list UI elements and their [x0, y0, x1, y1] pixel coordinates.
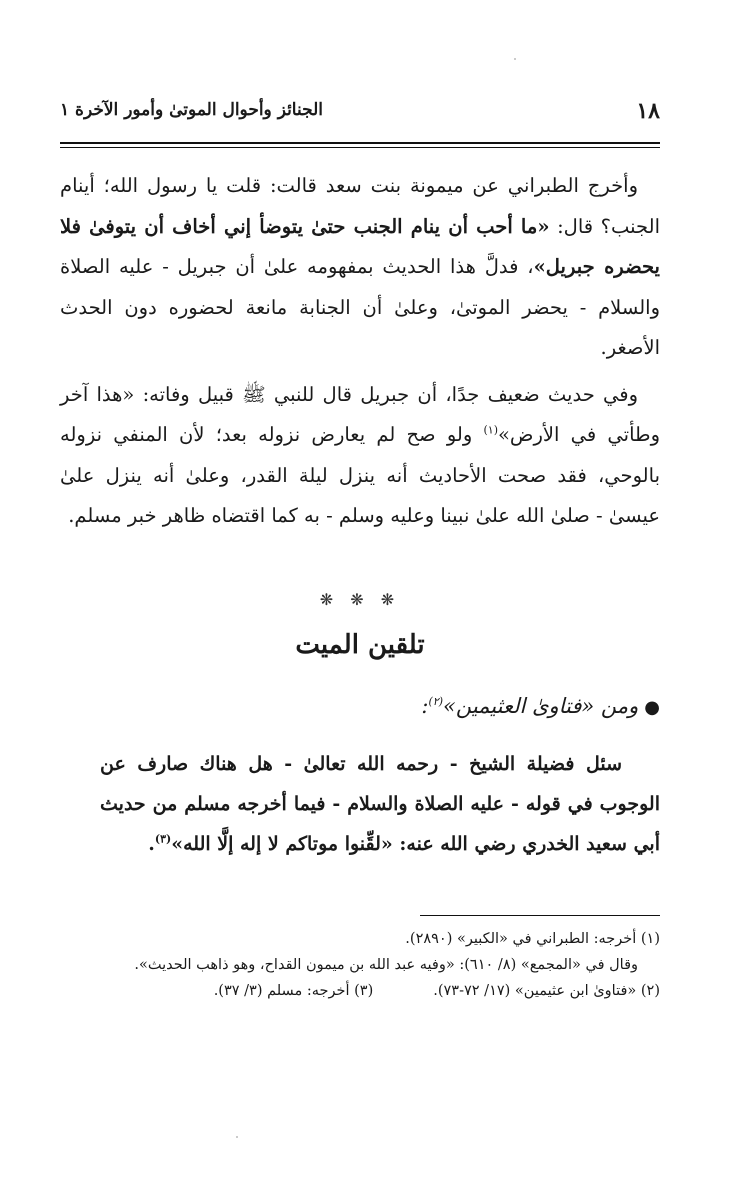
scan-speck [236, 1136, 238, 1138]
footnote-1: (١) أخرجه: الطبراني في «الكبير» (٢٨٩٠). [405, 931, 660, 947]
question-text: سئل فضيلة الشيخ - رحمه الله تعالىٰ - هل هناك صارف عن الوجوب في قوله - عليه الصلاة والسلام - فيما أخرجه مسلم من حديث أبي سعيد الخدري رضي الله عنه: «لقِّنوا موتاكم لا إله إلَّا الله» [100, 753, 660, 855]
paragraph-text: وفي حديث ضعيف جدًا، أن جبريل قال للنبي ﷺ قبيل وفاته: «هذا آخر وطأتي في الأرض» [60, 382, 660, 446]
footnote-rule [420, 915, 660, 916]
paragraph-weak-hadith [60, 375, 660, 537]
source-colon: : [421, 694, 429, 718]
footnote-ref-1: (١) [483, 423, 498, 437]
running-title: الجنائز وأحوال الموتىٰ وأمور الآخرة ١ [60, 100, 323, 120]
header-rule-thin [60, 147, 660, 148]
scan-speck [514, 58, 516, 60]
question-end: . [148, 833, 155, 855]
paragraph-text: ولو صح لم يعارض نزوله بعد؛ لأن المنفي نزوله بالوحي، فقد صحت الأحاديث أنه ينزل ليلة القدر، وعلىٰ أنه ينزل علىٰ عيسىٰ - صلىٰ الله علىٰ نبينا وعليه وسلم - به كما اقتضاه ظاهر خبر مسلم. [60, 423, 660, 527]
paragraph-text: ، فدلَّ هذا الحديث بمفهومه علىٰ أن جبريل - عليه الصلاة والسلام - يحضر الموتىٰ، وعلىٰ أن الجنابة مانعة لحضوره دون الحدث الأصغر. [60, 255, 660, 359]
section-separator: ❋ ❋ ❋ [319, 590, 401, 609]
footnote-ref-3: (٣) [154, 832, 172, 846]
hadith-quote: «ما أحب أن ينام الجنب حتىٰ يتوضأ إني أخاف أن يتوفىٰ فلا يحضره جبريل» [60, 214, 660, 278]
bullet-icon: ● [644, 697, 660, 718]
paragraph-jibril-presence [60, 166, 660, 369]
footnote-1-note: وقال في «المجمع» (٨/ ٦١٠): «وفيه عبد الله بن ميمون القداح، وهو ذاهب الحديث». [134, 957, 638, 973]
body-text [60, 166, 660, 537]
source-line [60, 694, 660, 718]
footnotes [60, 926, 660, 1004]
source-text: ومن «فتاوىٰ العثيمين» [443, 694, 639, 718]
question-paragraph [100, 744, 660, 864]
section-title: تلقين الميت [295, 630, 425, 660]
paragraph-text: وأخرج الطبراني عن ميمونة بنت سعد قالت: قلت يا رسول الله؛ أينام الجنب؟ قال: [60, 174, 660, 238]
header-rule-thick [60, 142, 660, 144]
fatwa-question [100, 744, 660, 864]
footnote-3: (٣) أخرجه: مسلم (٣/ ٣٧). [213, 983, 374, 999]
page-header [60, 96, 660, 136]
footnote-row [60, 978, 660, 1004]
footnote-ref-2: (٢) [428, 695, 443, 708]
footnote-2: (٢) «فتاوىٰ ابن عثيمين» (١٧/ ٧٢-٧٣). [433, 983, 660, 999]
page-number: ١٨ [636, 98, 660, 124]
